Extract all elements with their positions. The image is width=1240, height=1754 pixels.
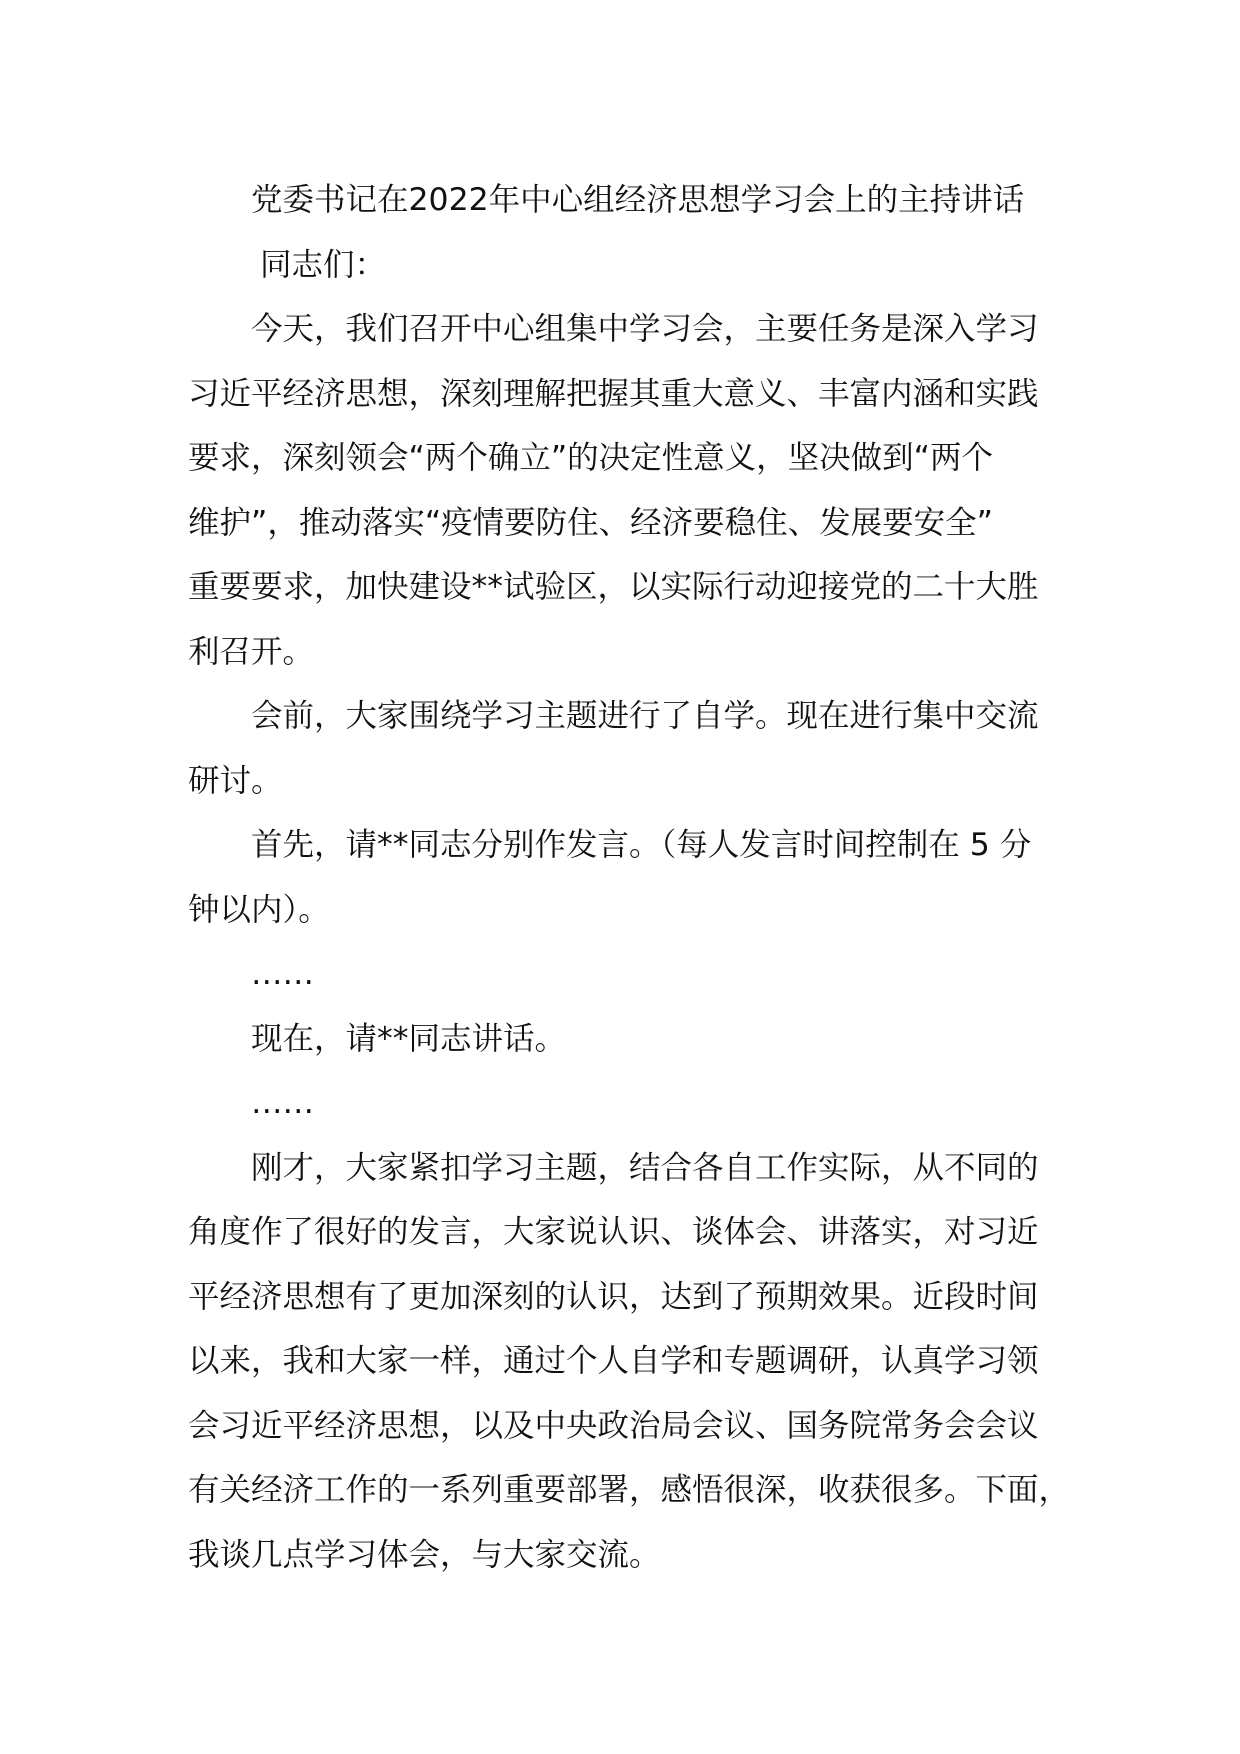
ellipsis-line: …… — [251, 956, 314, 992]
paragraph-line: 首先，请**同志分别作发言。（每人发言时间控制在 5 分 — [251, 827, 1032, 863]
paragraph-line: 平经济思想有了更加深刻的认识，达到了预期效果。近段时间 — [188, 1278, 1039, 1315]
paragraph-line: 重要要求，加快建设**试验区，以实际行动迎接党的二十大胜 — [188, 569, 1039, 605]
paragraph-line: 钟以内）。 — [188, 891, 330, 928]
document-title: 党委书记在2022年中心组经济思想学习会上的主持讲话 — [251, 182, 1025, 218]
paragraph-line: 研讨。 — [188, 762, 283, 799]
paragraph-line: 习近平经济思想，深刻理解把握其重大意义、丰富内涵和实践 — [188, 375, 1039, 412]
ellipsis-line: …… — [251, 1085, 314, 1121]
paragraph-line: 现在，请**同志讲话。 — [251, 1020, 567, 1057]
paragraph-line: 会前，大家围绕学习主题进行了自学。现在进行集中交流 — [251, 698, 1039, 734]
paragraph-line: 有关经济工作的一系列重要部署，感悟很深，收获很多。下面， — [188, 1472, 1071, 1508]
paragraph-line: 会习近平经济思想，以及中央政治局会议、国务院常务会会议 — [188, 1407, 1039, 1444]
paragraph-line: 我谈几点学习体会，与大家交流。 — [188, 1536, 661, 1573]
paragraph-line: 要求，深刻领会“两个确立”的决定性意义，坚决做到“两个 — [188, 440, 993, 476]
paragraph-line: 角度作了很好的发言，大家说认识、谈体会、讲落实，对习近 — [188, 1214, 1039, 1250]
salutation: 同志们： — [260, 246, 387, 283]
paragraph-line: 以来，我和大家一样，通过个人自学和专题调研，认真学习领 — [188, 1343, 1039, 1379]
paragraph-line: 今天，我们召开中心组集中学习会，主要任务是深入学习 — [251, 311, 1039, 347]
paragraph-line: 利召开。 — [188, 633, 315, 670]
document-body — [188, 168, 1088, 1587]
paragraph-line: 维护”，推动落实“疫情要防住、经济要稳住、发展要安全” — [188, 504, 993, 541]
paragraph-line: 刚才，大家紧扣学习主题，结合各自工作实际，从不同的 — [251, 1149, 1039, 1186]
